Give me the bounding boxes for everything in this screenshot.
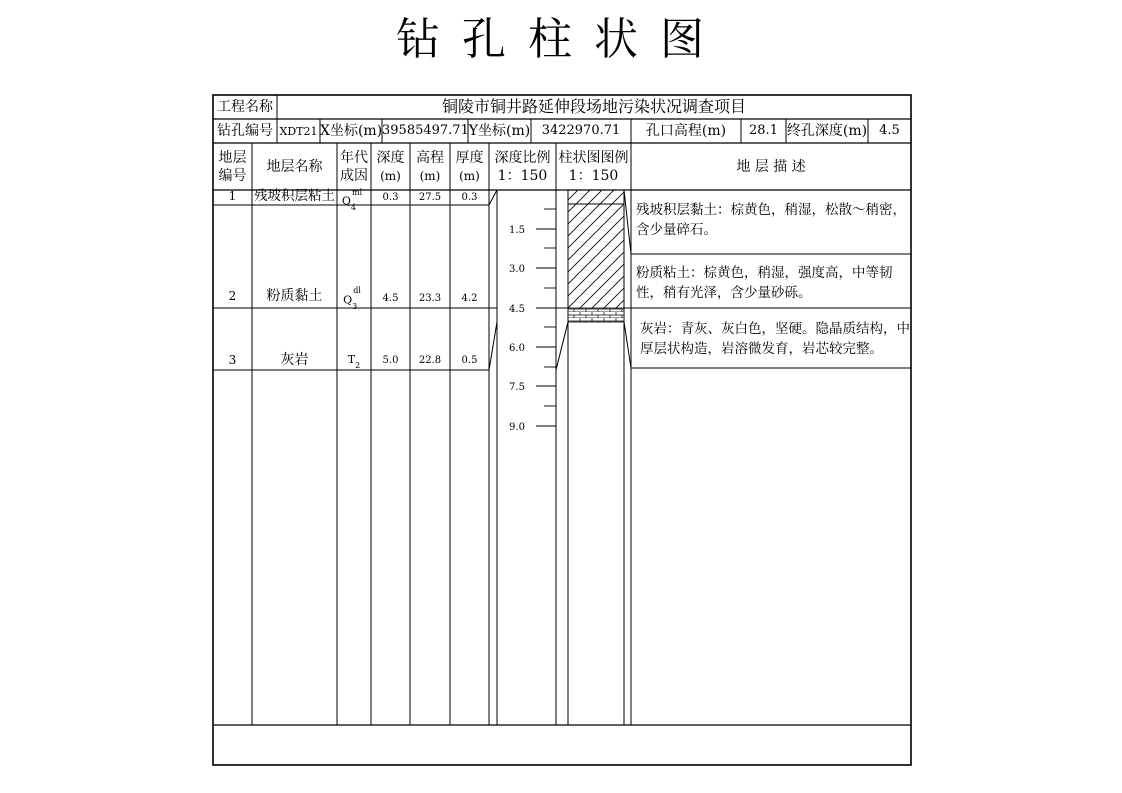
layer-1-thick: 0.3 [461, 192, 478, 203]
layer-2-thick: 4.2 [461, 293, 478, 304]
scale-tick-label: 4.5 [509, 304, 525, 315]
project-name: 铜陵市铜井路延伸段场地污染状况调查项目 [441, 97, 746, 116]
scale-tick-label: 7.5 [509, 382, 525, 393]
layer-2-no: 2 [228, 289, 237, 303]
layer-1-elev: 27.5 [418, 192, 442, 203]
layer-2-name: 粉质黏土 [266, 288, 323, 304]
legend-fill-layer3 [568, 308, 624, 322]
col-elev-2: (m) [419, 169, 441, 183]
col-thick-2: (m) [459, 169, 480, 183]
x-label: X坐标(m) [320, 123, 383, 139]
project-label: 工程名称 [217, 99, 273, 115]
col-legend-1: 柱状图图例 [558, 150, 629, 166]
x-value: 39585497.71 [382, 123, 469, 138]
layer-3-thick: 0.5 [461, 355, 478, 366]
y-label: Y坐标(m) [468, 123, 531, 139]
elev-value: 28.1 [749, 123, 778, 138]
layer-3-no: 3 [228, 353, 237, 367]
col-layer-no-2: 编号 [218, 168, 247, 184]
col-age-1: 年代 [340, 150, 368, 166]
layer-3-depth: 5.0 [382, 355, 399, 366]
layer-2-depth: 4.5 [382, 293, 399, 304]
layer-2-desc: 粉质粘土：棕黄色，稍湿，强度高，中等韧性，稍有光泽，含少量砂砾。 [636, 265, 893, 301]
col-age-2: 成因 [340, 168, 368, 184]
page-title: 钻孔柱状图 [396, 14, 726, 65]
scale-tick-label: 9.0 [509, 422, 525, 433]
col-depth-1: 深度 [376, 150, 405, 166]
scale-tick-label: 3.0 [509, 264, 525, 275]
depth-value: 4.5 [879, 123, 900, 138]
col-scale-1: 深度比例 [494, 150, 551, 166]
col-elev-1: 高程 [416, 150, 444, 166]
col-legend-2: 1：150 [568, 168, 619, 184]
layer-1-name: 残坡积层粘土 [254, 188, 335, 204]
y-value: 3422970.71 [541, 123, 621, 138]
col-thick-1: 厚度 [455, 150, 484, 166]
borehole-label: 钻孔编号 [217, 123, 273, 139]
col-layer-name: 地层名称 [266, 159, 323, 175]
scale-tick-label: 1.5 [509, 225, 525, 236]
layer-2-age: $Q_3^{dl}$ [343, 286, 361, 311]
layer-1-desc: 残坡积层黏土：棕黄色，稍湿，松散～稍密，含少量碎石。 [636, 202, 906, 238]
col-desc: 地 层 描 述 [736, 159, 806, 175]
layer-1-age: $Q_4^{ml}$ [341, 188, 363, 212]
depth-label: 终孔深度(m) [786, 123, 868, 139]
layer-3-age: $T_2$ [347, 353, 361, 371]
layer-2-elev: 23.3 [418, 293, 442, 304]
col-scale-2: 1：150 [497, 168, 548, 184]
layer-3-elev: 22.8 [418, 355, 442, 366]
scale-tick-label: 6.0 [509, 343, 525, 354]
layer-3-desc: 灰岩：青灰、灰白色，坚硬。隐晶质结构，中厚层状构造，岩溶微发育，岩芯较完整。 [640, 321, 910, 357]
legend-fill-layer2 [568, 204, 624, 308]
col-layer-no-1: 地层 [218, 150, 247, 166]
elev-label: 孔口高程(m) [645, 123, 727, 139]
layer-1-depth: 0.3 [382, 192, 399, 203]
layer-3-name: 灰岩 [280, 352, 309, 368]
layer-1-no: 1 [228, 189, 237, 203]
borehole-no: XDT21 [279, 125, 318, 138]
legend-fill-layer1 [568, 190, 624, 204]
col-depth-2: (m) [380, 169, 401, 183]
